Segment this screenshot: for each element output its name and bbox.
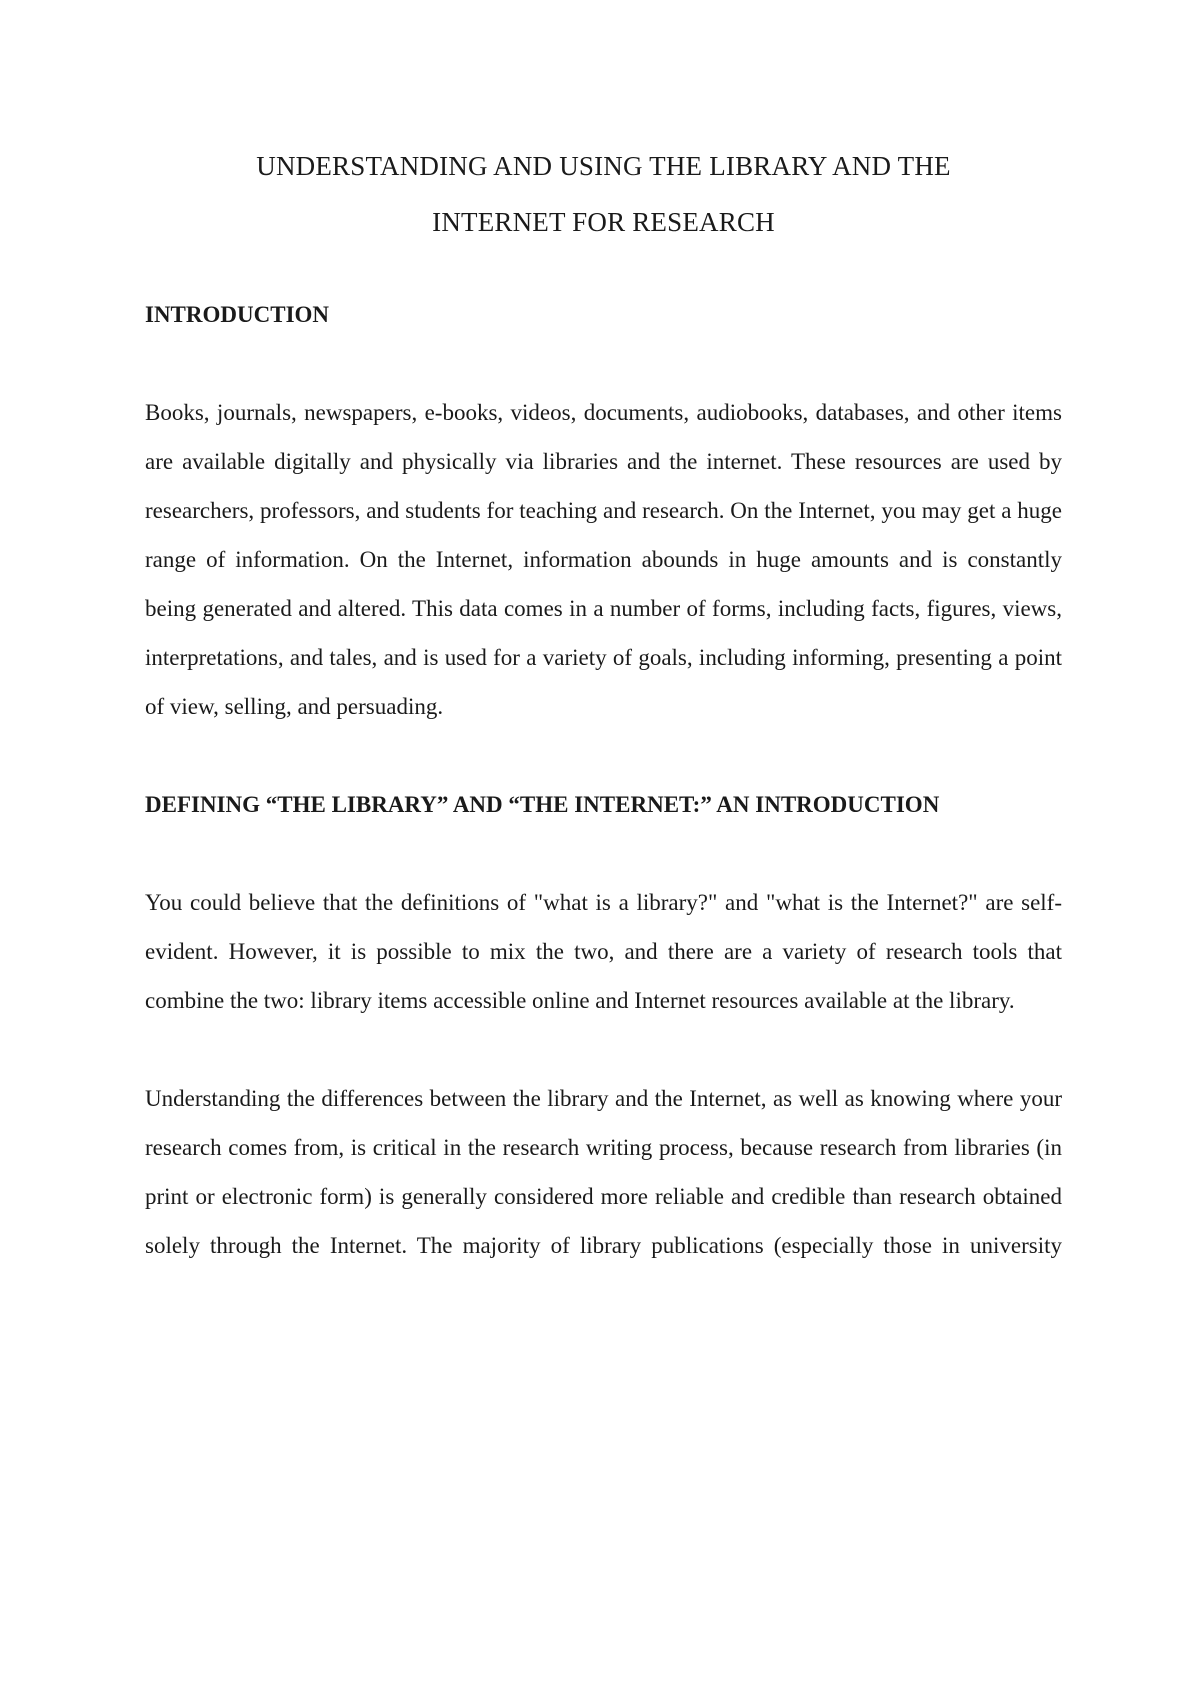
paragraph-introduction: Books, journals, newspapers, e-books, videos, documents, audiobooks, databases, and other items are available digitally and physically via libraries and the internet. These resources are used by researchers, professors, and students for teaching and research. On the Internet, you may get a huge range of information. On the Internet, information abounds in huge amounts and is constantly being generated and altered. This data comes in a number of forms, including facts, figures, views, interpretations, and tales, and is used for a variety of goals, including informing, presenting a point of view, selling, and persuading. bbox=[145, 400, 1062, 719]
spacer bbox=[145, 731, 1062, 780]
spacer bbox=[145, 250, 1062, 290]
section-heading-introduction: INTRODUCTION bbox=[145, 302, 330, 327]
paragraph-differences: Understanding the differences between the library and the Internet, as well as knowing where your research comes from, is critical in the research writing process, because research from libraries (in print or electronic form) is generally considered more reliable and credible than research obtained solely through the Internet. The majority of library publications (especially those in university bbox=[145, 1086, 1062, 1258]
paragraph-definitions: You could believe that the definitions of "what is a library?" and "what is the Internet?" are self-evident. However, it is possible to mix the two, and there are a variety of research tools that combine the two: library items accessible online and Internet resources available at the library. bbox=[145, 890, 1062, 1013]
section-heading-defining: DEFINING “THE LIBRARY” AND “THE INTERNET:” AN INTRODUCTION bbox=[145, 792, 940, 817]
spacer bbox=[145, 339, 1062, 388]
document-title bbox=[145, 138, 1062, 250]
spacer bbox=[145, 829, 1062, 878]
title-line-2: INTERNET FOR RESEARCH bbox=[432, 207, 775, 237]
title-line-1: UNDERSTANDING AND USING THE LIBRARY AND THE bbox=[256, 151, 951, 181]
spacer bbox=[145, 1025, 1062, 1074]
document-body bbox=[145, 138, 1062, 1270]
